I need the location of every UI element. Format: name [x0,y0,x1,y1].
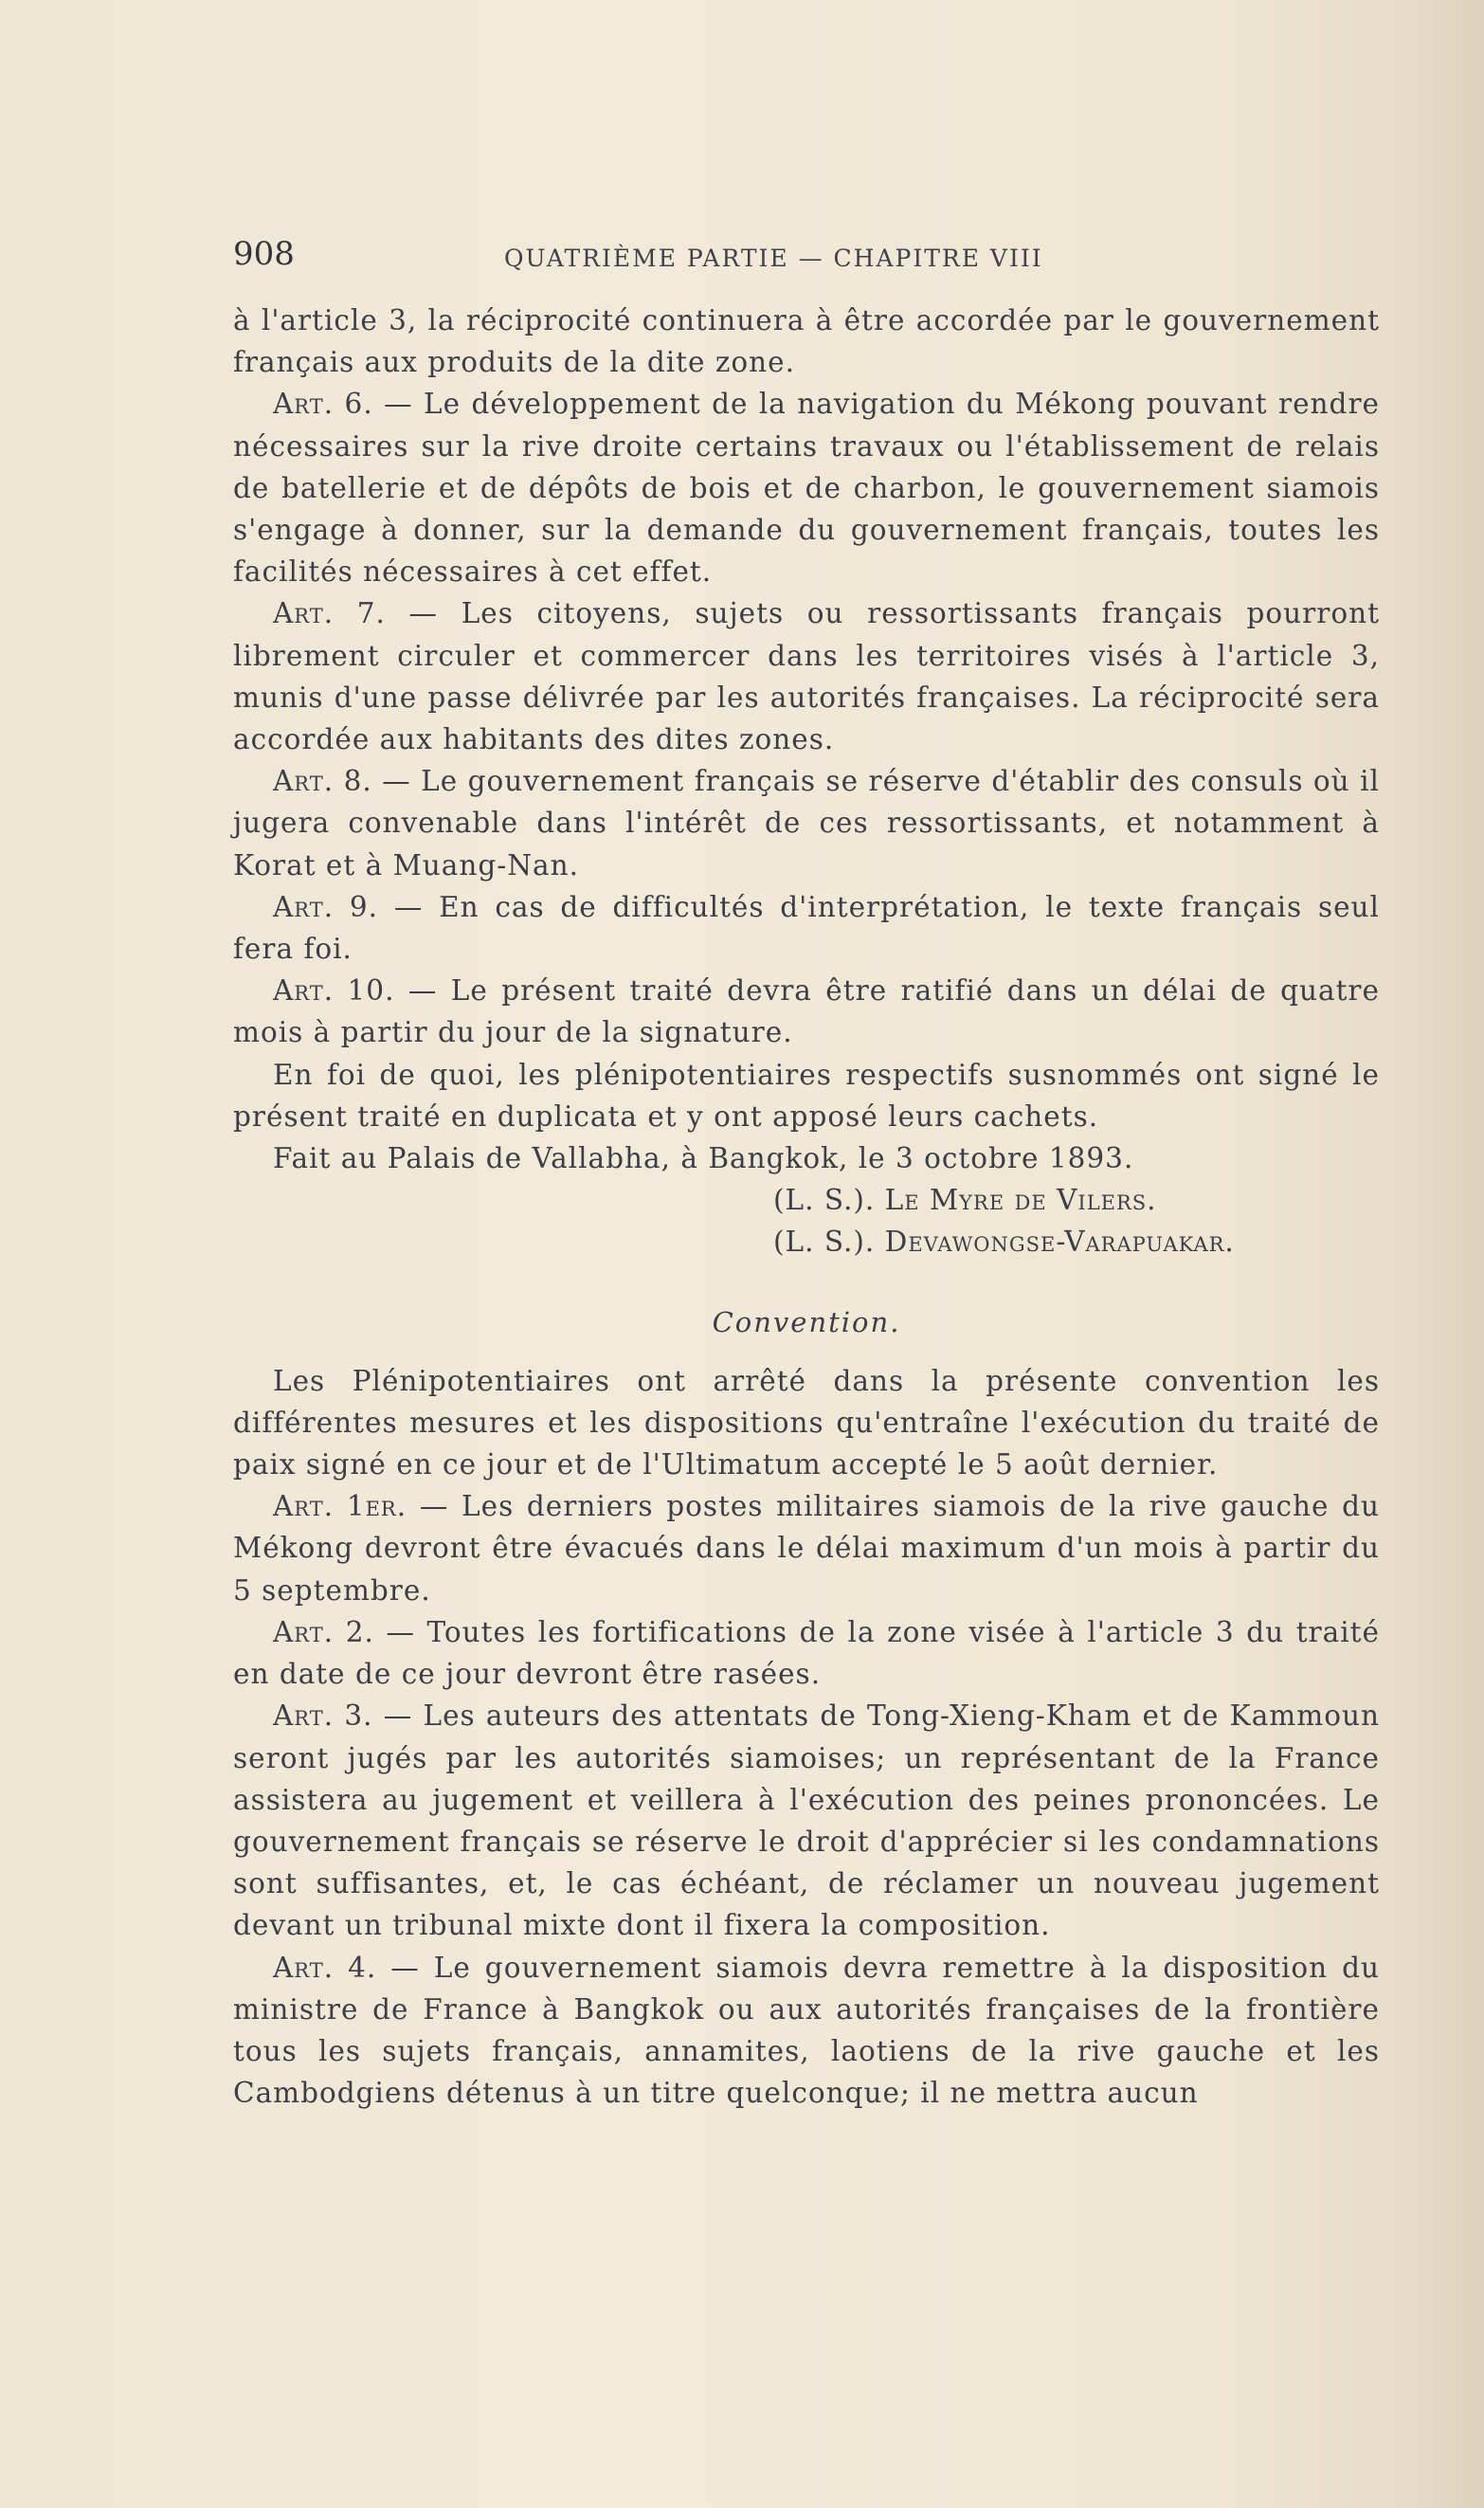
article-label: Art. 3. [273,1699,373,1733]
article-text: — Les derniers postes militaires siamois de la rive gauche du Mékong devront être évacués dans le délai maximum d'un mois à partir du 5 septembre. [233,1490,1381,1607]
seal-mark: (L. S.). [773,1184,876,1217]
treaty-article-9 [233,886,1380,970]
article-text: — Le gouvernement français se réserve d'établir des consuls où il jugera convenable dans l'intérêt de ces ressortissants, et notamment à Korat et à Muang-Nan. [233,765,1380,881]
article-label: Art. 9. [273,890,379,923]
treaty-continuation: à l'article 3, la réciprocité continuera à être accordée par le gouvernement français aux produits de la dite zone. [233,304,1380,379]
seal-mark: (L. S.). [773,1226,876,1259]
article-text: — Toutes les fortifications de la zone visée à l'article 3 du traité en date de ce jour devront être rasées. [233,1615,1380,1691]
treaty-article-7 [233,592,1380,760]
convention-article-4 [233,1947,1380,2115]
page-number: 908 [233,235,295,273]
page-header [233,235,1380,286]
convention-article-1 [233,1485,1380,1611]
treaty-article-8 [233,760,1380,886]
treaty-article-10 [233,970,1380,1053]
signatory-name: Devawongse-Varapuakar. [884,1226,1235,1259]
article-label: Art. 6. [273,388,373,421]
article-text: — Le présent traité devra être ratifié dans un délai de quatre mois à partir du jour de la signature. [233,974,1380,1049]
article-label: Art. 8. [273,765,372,798]
article-label: Art. 10. [273,974,395,1008]
article-text: — Le gouvernement siamois devra remettre à la disposition du ministre de France à Bangkok ou aux autorités françaises de la frontière tous les sujets français, annamites, laotiens de la rive gauche et les Cambodgiens détenus à un titre quelconque; il ne mettra aucun [233,1951,1381,2110]
article-text: — Les citoyens, sujets ou ressortissants français pourront librement circuler et commercer dans les territoires visés à l'article 3, munis d'une passe délivrée par les autorités françaises. La réciprocité sera accordée aux habitants des dites zones. [233,597,1381,756]
running-head: QUATRIÈME PARTIE — CHAPITRE VIII [504,245,1043,272]
article-text: — Le développement de la navigation du Mékong pouvant rendre nécessaires sur la rive droite certains travaux ou l'établissement de relais de batellerie et de dépôts de bois et de charbon, le gouvernement siamois s'engage à donner, sur la demande du gouvernement français, toutes les facilités nécessaires à cet effet. [233,388,1381,589]
signature-1 [233,1179,1380,1221]
signature-2 [233,1221,1380,1263]
section-title: Convention. [712,1305,901,1338]
convention-intro: Les Plénipotentiaires ont arrêté dans la présente convention les différentes mesures et les dispositions qu'entraîne l'exécution du traité de paix signé en ce jour et de l'Ultimatum accepté le 5 août dernier. [233,1364,1380,1481]
treaty-article-6 [233,383,1380,592]
article-label: Art. 4. [273,1951,377,1984]
article-label: Art. 7. [273,597,386,630]
signatory-name: Le Myre de Vilers. [884,1184,1157,1217]
convention-article-3 [233,1695,1380,1946]
convention-article-2 [233,1611,1380,1695]
article-text: — Les auteurs des attentats de Tong-Xieng-Kham et de Kammoun seront jugés par les autorités siamoises; un représentant de la France assistera au jugement et veillera à l'exécution des peines prononcées. Le gouvernement français se réserve le droit d'apprécier si les condamnations sont suffisantes, et, le cas échéant, de réclamer un nouveau jugement devant un tribunal mixte dont il fixera la composition. [233,1699,1380,1942]
text-block [233,235,1380,2453]
article-text: — En cas de difficultés d'interprétation, le texte français seul fera foi. [233,890,1380,966]
article-label: Art. 1er. [273,1490,407,1523]
article-label: Art. 2. [273,1615,374,1648]
treaty-fait: Fait au Palais de Vallabha, à Bangkok, le 3 octobre 1893. [273,1142,1134,1175]
treaty-en-foi: En foi de quoi, les plénipotentiaires respectifs susnommés ont signé le présent traité en duplicata et y ont apposé leurs cachets. [233,1058,1380,1133]
